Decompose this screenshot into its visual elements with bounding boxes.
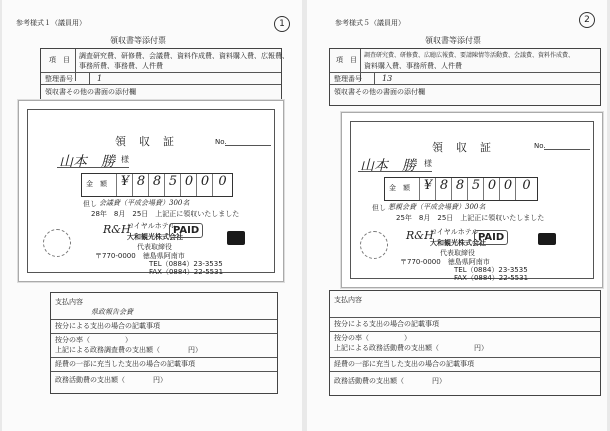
partial-label: 経費の一部に充当した支出の場合の記載事項 (55, 360, 195, 368)
seal-icon (360, 231, 388, 259)
seq-label: 整理番号 (334, 75, 362, 83)
hotel-name: ロイヤルホテル (430, 228, 479, 236)
amount-digit: ¥ (419, 178, 436, 200)
item-label: 項 目 (336, 56, 357, 64)
usage-label: 按分による支出の場合の記載事項 (334, 320, 439, 328)
amount-digit: 0 (515, 178, 537, 200)
note-prefix: 但し (83, 200, 97, 208)
gov-label: 政務活動費の支出額（ 円） (334, 377, 446, 385)
right-page (307, 0, 607, 431)
amount-digit: ¥ (116, 174, 133, 196)
hotel-logo: R&H (103, 223, 131, 236)
item-label: 項 目 (49, 56, 70, 64)
item-line-1: 調査研究費、研修費、会議費、資料作成費、資料購入費、広報費、 (79, 52, 289, 60)
receipt-tel: TEL（0884）23-3535 (454, 266, 528, 274)
apportion-label: 上記による政務活動費の支出額（ 円） (334, 344, 488, 352)
hotel-logo: R&H (406, 229, 434, 242)
item-line-1: 調査研究費、研修費、広聴広報費、要請陳情等活動費、会議費、資料作成費、 (364, 52, 575, 59)
payee-name: 山本 勝 (59, 154, 115, 170)
amount-digit: 0 (196, 174, 213, 196)
receipt-address: 〒770-0000 徳島県阿南市 (400, 258, 490, 266)
content-label: 支払内容 (55, 298, 83, 306)
page-number: 2 (579, 12, 595, 28)
receipt-fax: FAX（0884）22-5531 (454, 274, 529, 282)
redaction-mark (538, 233, 556, 245)
ratio-label: 按分の率（ ） (334, 334, 411, 342)
amount-label: 金 額 (389, 184, 410, 192)
representative: 代表取締役 (440, 249, 475, 257)
lower-table (50, 292, 278, 394)
header-caption: 参考様式１（議員用） (16, 19, 86, 27)
paid-stamp: PAID (474, 230, 508, 245)
seq-value: 1 (97, 74, 103, 83)
hotel-name: ロイヤルホテル (127, 222, 176, 230)
page-number: 1 (274, 16, 290, 32)
receipt-no-label: No. (215, 138, 227, 146)
content-label: 支払内容 (334, 296, 362, 304)
amount-digit: 0 (180, 174, 197, 196)
receipt-no-label: No. (534, 142, 546, 150)
amount-box (81, 173, 233, 197)
amount-digit: 0 (212, 174, 232, 196)
form-header-table (329, 48, 601, 106)
company-name: 大和観光株式会社 (127, 233, 183, 241)
amount-digit: 0 (499, 178, 516, 200)
receipt-date: 28年 8月 25日 上記正に領収いたしました (91, 210, 240, 218)
company-name: 大和観光株式会社 (430, 239, 486, 247)
seq-value: 13 (382, 74, 393, 83)
partial-label: 経費の一部に充当した支出の場合の記載事項 (334, 360, 474, 368)
amount-digit: 5 (164, 174, 181, 196)
form-title: 領収書等添付票 (425, 36, 481, 45)
note-prefix: 但し (372, 204, 386, 212)
form-title: 領収書等添付票 (110, 36, 166, 45)
receipt-note: 懇親会費（平成会場費）300名 (388, 203, 486, 211)
ratio-label: 按分の率（ ） (55, 336, 132, 344)
receipt-title: 領 収 証 (115, 135, 175, 148)
content-value: 県政報告会費 (91, 308, 133, 316)
receipt-note: 会議費（平成会場費）300名 (99, 199, 190, 207)
item-line-2: 事務所費、事務費、人件費 (79, 62, 163, 70)
amount-digit: 8 (148, 174, 165, 196)
receipt-fax: FAX（0884）22-5531 (149, 268, 224, 276)
receipt (341, 112, 603, 288)
header-caption: 参考様式５（議員用） (335, 19, 405, 27)
receipt-address: 〒770-0000 徳島県阿南市 (95, 252, 185, 260)
amount-digit: 5 (467, 178, 484, 200)
item-line-2: 資料購入費、事務所費、人件費 (364, 62, 462, 70)
seal-icon (43, 229, 71, 257)
seq-label: 整理番号 (45, 75, 73, 83)
payee-sama: 様 (121, 155, 129, 164)
gov-label: 政務活動費の支出額（ 円） (55, 376, 167, 384)
payee-name: 山本 勝 (360, 158, 416, 174)
left-page (2, 0, 302, 431)
amount-digit: 0 (483, 178, 500, 200)
receipt-title: 領 収 証 (432, 141, 492, 154)
usage-label: 按分による支出の場合の記載事項 (55, 322, 160, 330)
receipt-tel: TEL（0884）23-3535 (149, 260, 223, 268)
apportion-label: 上記による政務調査費の支出額（ 円） (55, 346, 202, 354)
lower-table (329, 290, 601, 396)
paid-stamp: PAID (169, 223, 203, 238)
redaction-mark (227, 231, 245, 245)
attach-label: 領収書その他の書面の添付欄 (334, 88, 425, 96)
payee-sama: 様 (424, 159, 432, 168)
amount-digit: 8 (132, 174, 149, 196)
amount-digit: 8 (451, 178, 468, 200)
receipt (18, 100, 284, 282)
amount-label: 金 額 (86, 180, 107, 188)
amount-box (384, 177, 538, 201)
receipt-date: 25年 8月 25日 上記正に領収いたしました (396, 214, 545, 222)
amount-digit: 8 (435, 178, 452, 200)
representative: 代表取締役 (137, 243, 172, 251)
attach-label: 領収書その他の書面の添付欄 (45, 88, 136, 96)
form-header-table (40, 48, 289, 106)
